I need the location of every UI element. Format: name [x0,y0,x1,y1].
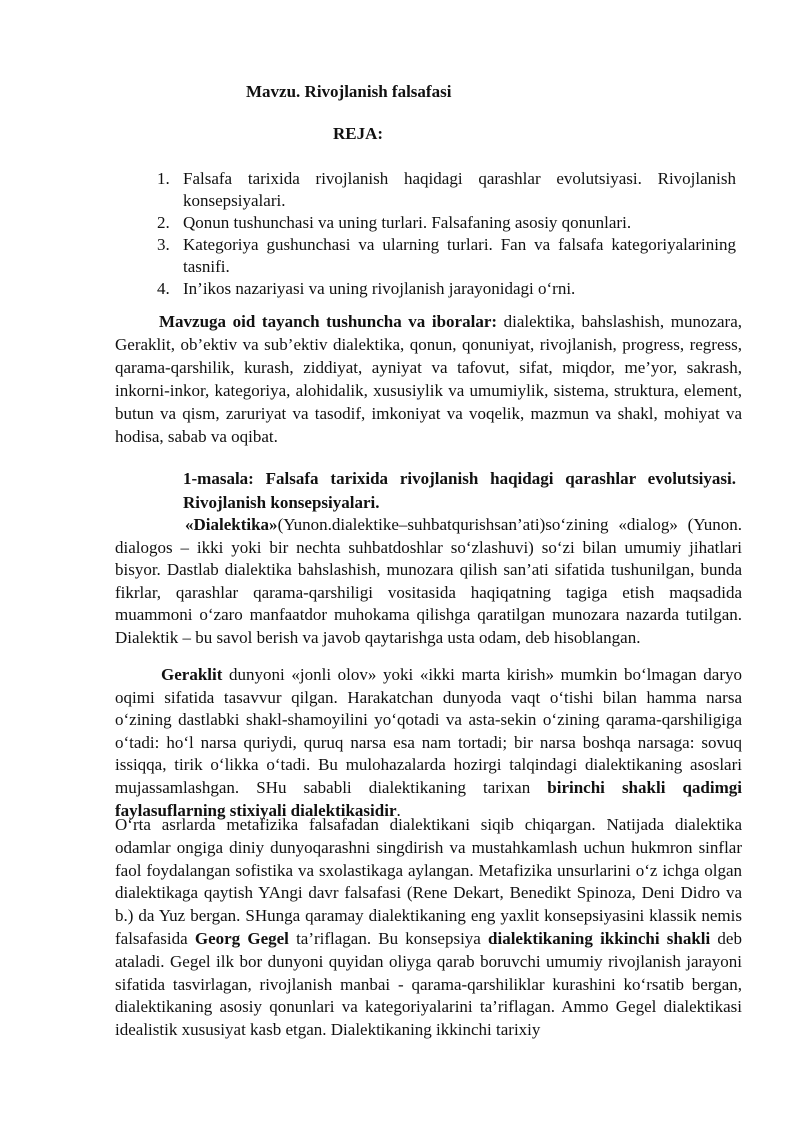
orta-asr-text-3: deb ataladi. Gegel ilk bor dunyoni quyidan oliyga qarab boruvchi umumiy rivojlanish jarayoni sifatida tasvirlagan, rivojlanish manbai - qarama-qarshiliklar kurashini ko‘rsatib bergan, dialektikaning asosiy qonunlari va kategoriyalarini ta’riflagan. Ammo Gegel dialektikasi idealistik xususiyat kasb etgan. Dialektikaning ikkinchi tarixiy [115,928,742,1040]
dialektika-paragraph [115,514,742,650]
task-heading: 1-masala: Falsafa tarixida rivojlanish haqidagi qarashlar evolutsiyasi. Rivojlanish konsepsiyalari. [183,469,736,512]
plan-item-number: 2. [157,213,170,232]
plan-item-text: In’ikos nazariyasi va uning rivojlanish jarayonidagi o‘rni. [183,279,576,298]
plan-heading: REJA: [333,124,384,143]
geraklit-term: Geraklit [161,665,223,684]
geraklit-end: . [396,800,401,820]
keywords-paragraph [115,310,742,448]
plan-item [157,234,736,278]
page-title: Mavzu. Rivojlanish falsafasi [246,82,452,101]
orta-asr-paragraph [115,814,742,1042]
gegel-name: Georg Gegel [194,928,289,948]
dialektika-text: (Yunon.dialektike–suhbatqurishsan’ati)so‘zining «dialog» (Yunon. dialogos – ikki yoki bir nechta suhbatdoshlar so‘zlashuvi) so‘zi bilan umumiy jihatlari bisyor. Dastlab dialektika bahslashish, munozara qilish san’ati sifatida tushunilgan, bunda fikrlar, qarashlar qarama-qarshiligi vositasida haqiqatning tagiga etish maqsadida muammoni o‘zaro manfaatdor muhokama qilishga qaratilgan munozara nazarda tutilgan. Dialektik – bu savol berish va javob qaytarishga usta odam, deb hisoblangan. [115,515,742,647]
orta-asr-text-2: ta’riflagan. Bu konsepsiya [288,928,489,948]
plan-item [157,212,736,234]
plan-item-text: Falsafa tarixida rivojlanish haqidagi qarashlar evolutsiyasi. Rivojlanish konsepsiyalari. [183,169,736,210]
keywords-label: Mavzuga oid tayanch tushuncha va iboralar: [159,312,498,331]
dialektika-term: «Dialektika» [185,515,278,534]
plan-item-text: Qonun tushunchasi va uning turlari. Falsafaning asosiy qonunlari. [183,213,632,232]
plan-item [157,168,736,212]
keywords-text: dialektika, bahslashish, munozara, Geraklit, ob’ektiv va sub’ektiv dialektika, qonun, qonuniyat, rivojlanish, progress, regress, qarama-qarshilik, kurash, ziddiyat, ayniyat va tafovut, sifat, miqdor, me’yor, sakrash, inkorni-inkor, kategoriya, alohidalik, xususiylik va umumiylik, sistema, struktura, element, butun va qism, zaruriyat va tasodif, imkoniyat va voqelik, mazmun va shakl, mohiyat va hodisa, sabab va oqibat. [115,312,742,446]
plan-item-number: 1. [157,169,170,188]
plan-item-number: 4. [157,279,170,298]
geraklit-text: dunyoni «jonli olov» yoki «ikki marta kirish» mumkin bo‘lmagan daryo oqimi sifatida tasavvur qilgan. Harakatchan dunyoda vaqt o‘tishi bilan hamma narsa o‘zining dastlabki shakl-shamoyilini yo‘qotadi va asta-sekin o‘zining qarama-qarshiligiga o‘tadi: ho‘l narsa quriydi, quruq narsa esa nam tortadi; bir narsa boshqa narsaga: sovuq issiqqa, tirik o‘likka o‘tadi. Bu mulohazalarda hozirgi talqindagi dialektikaning asoslari mujassamlashgan. SHu sababli dialektikaning tarixan [115,665,742,797]
plan-item [157,278,736,300]
plan-item-text: Kategoriya gushunchasi va ularning turlari. Fan va falsafa kategoriyalarining tasnifi. [183,235,736,276]
plan-list [157,168,736,300]
orta-asr-text-1: O‘rta asrlarda metafizika falsafadan dialektikani siqib chiqargan. Natijada dialektika odamlar ongiga diniy dunyoqarashni singdirish va mustahkamlash uchun hukmron sinflar faol foydalangan sofistika va sxolastikaga aylangan. Metafizika unsurlarini o‘z ichga olgan dialektikaga qaytish YAngi davr falsafasi (Rene Dekart, Benedikt Spinoza, Deni Didro va b.) da Yuz bergan. SHunga qaramay dialektikaning eng yaxlit konsepsiyasini klassik nemis falsafasida [115,815,742,948]
geraklit-paragraph [115,664,742,822]
geraklit-bold: birinchi shakli qadimgi faylasuflarning stixiyali dialektikasidir [115,777,742,820]
second-form-bold: dialektikaning ikkinchi shakli [488,928,711,948]
plan-item-number: 3. [157,235,170,254]
